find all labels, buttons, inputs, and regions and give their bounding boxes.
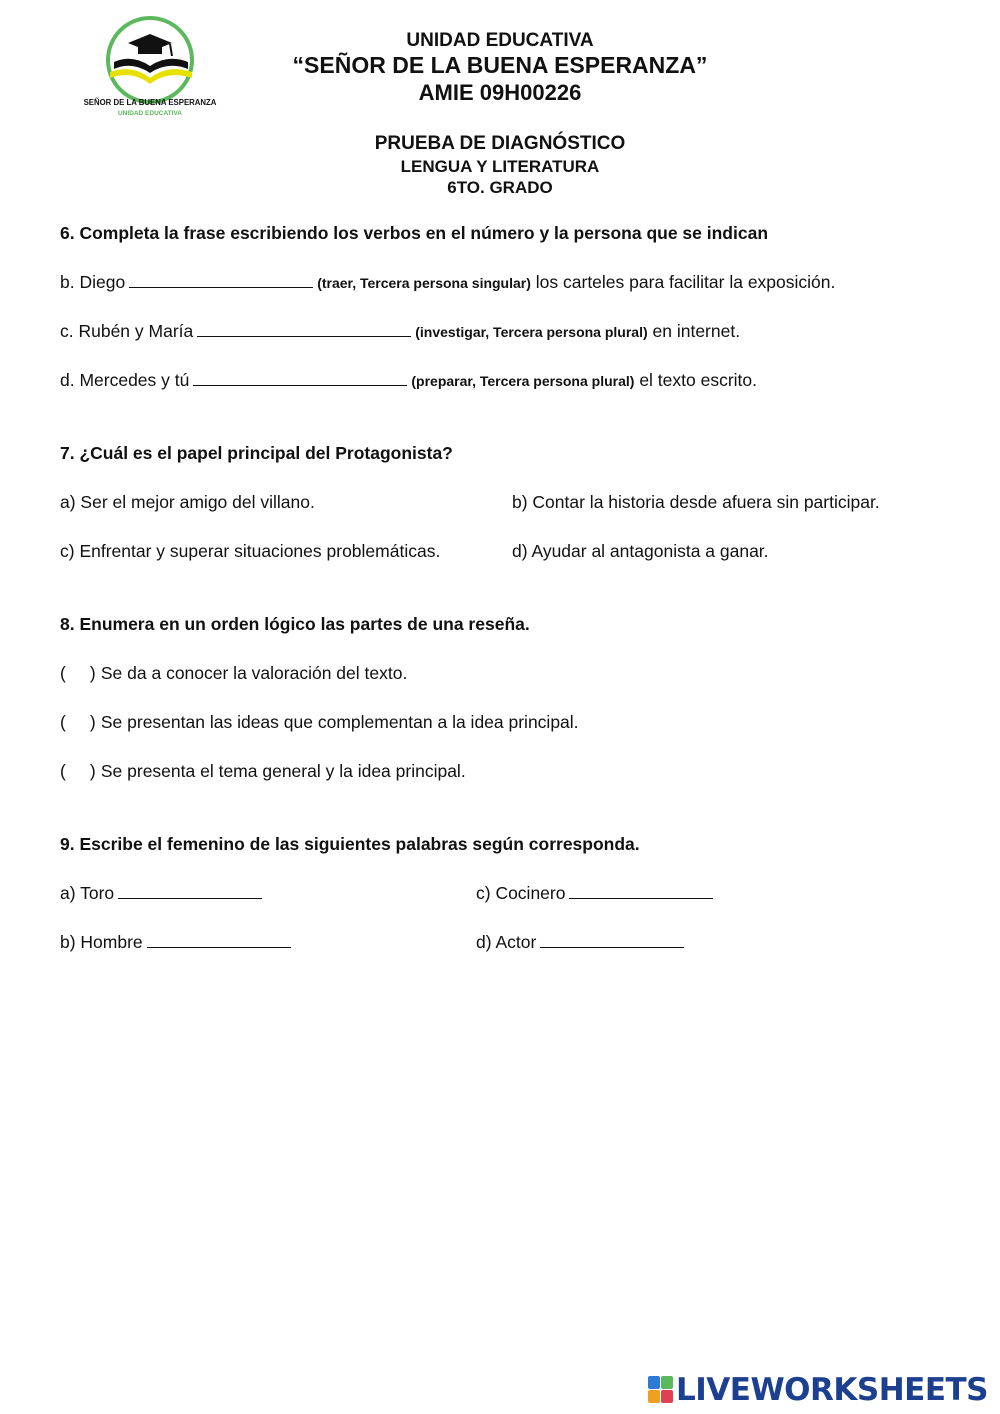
q6-item-suffix: los carteles para facilitar la exposición.: [535, 272, 836, 292]
school-amie: AMIE 09H00226: [418, 80, 582, 105]
q9-item-b: b) Hombre: [60, 932, 295, 953]
q6-item-hint: (traer, Tercera persona singular): [317, 275, 531, 291]
answer-blank[interactable]: [147, 933, 291, 948]
q6-item-hint: (preparar, Tercera persona plural): [411, 373, 635, 389]
liveworksheets-badge-icon: [648, 1376, 674, 1404]
q9-item-d: d) Actor: [476, 932, 688, 953]
exam-subject: LENGUA Y LITERATURA: [400, 157, 600, 176]
order-box[interactable]: ( ): [60, 761, 96, 781]
q6-item-prefix: d. Mercedes y tú: [60, 370, 190, 390]
question-7-title: 7. ¿Cuál es el papel principal del Protagonista?: [60, 443, 453, 463]
school-type: UNIDAD EDUCATIVA: [406, 30, 594, 51]
order-box[interactable]: ( ): [60, 712, 96, 732]
q6-item-prefix: c. Rubén y María: [60, 321, 194, 341]
q9-item-a: a) Toro: [60, 883, 266, 904]
answer-blank[interactable]: [540, 933, 684, 948]
exam-title: PRUEBA DE DIAGNÓSTICO: [374, 133, 626, 154]
question-8-title: 8. Enumera en un orden lógico las partes de una reseña.: [60, 614, 530, 634]
q7-option-b[interactable]: b) Contar la historia desde afuera sin participar.: [512, 492, 880, 512]
question-9-title: 9. Escribe el femenino de las siguientes palabras según corresponda.: [60, 834, 640, 854]
q7-option-a[interactable]: a) Ser el mejor amigo del villano.: [60, 492, 315, 512]
q6-item-c: [60, 321, 740, 342]
q6-item-prefix: b. Diego: [60, 272, 126, 292]
q8-item: [60, 761, 466, 782]
q6-item-b: [60, 272, 835, 293]
svg-text:SEÑOR DE LA BUENA ESPERANZA: SEÑOR DE LA BUENA ESPERANZA: [83, 98, 217, 107]
question-6-title: 6. Completa la frase escribiendo los verbos en el número y la persona que se indican: [60, 223, 769, 243]
q8-item: [60, 663, 407, 684]
q7-option-d[interactable]: d) Ayudar al antagonista a ganar.: [512, 541, 769, 561]
order-box[interactable]: ( ): [60, 663, 96, 683]
q6-item-suffix: en internet.: [652, 321, 741, 341]
liveworksheets-logo: [648, 1374, 988, 1406]
q8-item: [60, 712, 579, 733]
svg-text:UNIDAD EDUCATIVA: UNIDAD EDUCATIVA: [117, 110, 183, 117]
q7-option-c[interactable]: c) Enfrentar y superar situaciones problemáticas.: [60, 541, 441, 561]
answer-blank[interactable]: [193, 371, 407, 386]
q6-item-hint: (investigar, Tercera persona plural): [415, 324, 648, 340]
q6-item-d: [60, 370, 757, 391]
q9-item-c: c) Cocinero: [476, 883, 717, 904]
answer-blank[interactable]: [197, 322, 411, 337]
answer-blank[interactable]: [118, 884, 262, 899]
answer-blank[interactable]: [569, 884, 713, 899]
exam-grade: 6TO. GRADO: [447, 178, 553, 197]
answer-blank[interactable]: [129, 273, 313, 288]
q8-item-text: Se da a conocer la valoración del texto.: [100, 663, 408, 683]
q6-item-suffix: el texto escrito.: [639, 370, 758, 390]
school-name: “SEÑOR DE LA BUENA ESPERANZA”: [292, 52, 708, 78]
q8-item-text: Se presentan las ideas que complementan a la idea principal.: [100, 712, 579, 732]
q8-item-text: Se presenta el tema general y la idea principal.: [100, 761, 466, 781]
liveworksheets-wordmark: LIVEWORKSHEETS: [676, 1372, 988, 1408]
